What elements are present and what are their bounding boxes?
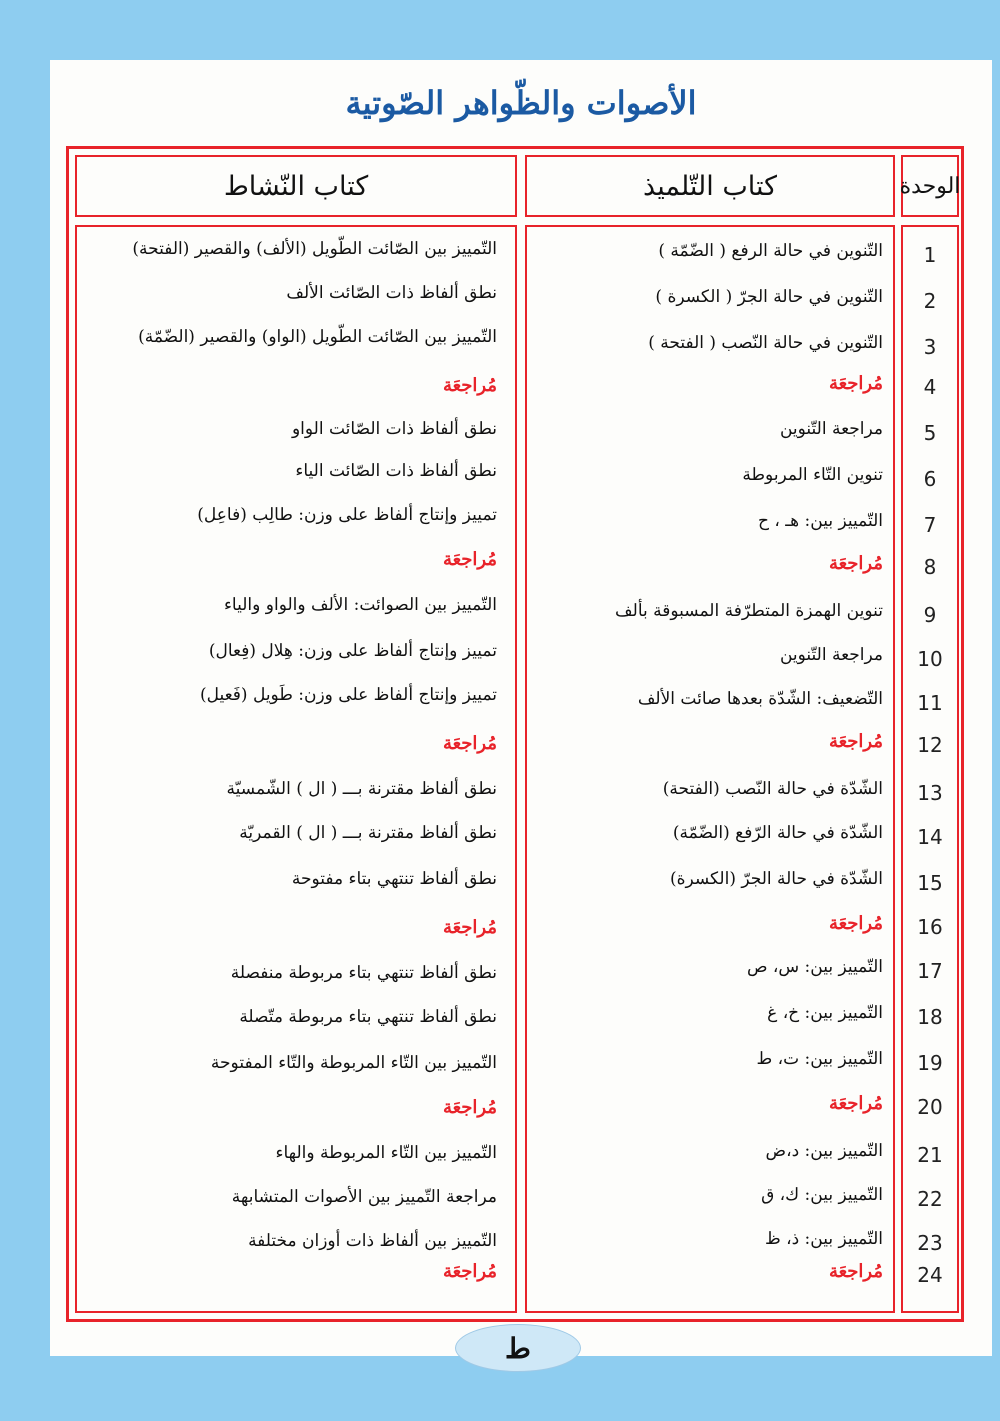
unit-number: 5 [923, 421, 937, 445]
activity-lesson: التّمييز بين التّاء المربوطة والهاء [275, 1143, 497, 1163]
unit-number: 20 [917, 1095, 943, 1119]
unit-number: 18 [917, 1005, 943, 1029]
student-lesson: مراجعة التّنوين [779, 645, 883, 665]
student-review-label: مُراجعَة [828, 1093, 883, 1114]
student-lesson: التّمييز بين: هـ ، ح [757, 511, 883, 531]
activity-lesson: تمييز وإنتاج ألفاظ على وزن: هِلال (فِعال) [208, 641, 497, 661]
unit-number: 21 [917, 1143, 943, 1167]
student-lesson: التّمييز بين: س، ص [746, 957, 883, 977]
unit-number: 3 [923, 335, 937, 359]
student-lesson: التّنوين في حالة الرفع ( الضّمّة ) [658, 241, 883, 261]
unit-number: 6 [923, 467, 937, 491]
unit-number: 8 [923, 555, 937, 579]
student-lesson: التّضعيف: الشّدّة بعدها صائت الألف [637, 689, 883, 709]
activity-lesson: نطق ألفاظ ذات الصّائت الألف [286, 283, 497, 303]
page-sheet [50, 60, 992, 1365]
student-review-label: مُراجعَة [828, 373, 883, 394]
student-lesson: التّمييز بين: ذ، ظ [764, 1229, 883, 1249]
student-lesson: التّنوين في حالة الجرّ ( الكسرة ) [655, 287, 883, 307]
unit-number: 9 [923, 603, 937, 627]
student-lesson: تنوين الهمزة المتطرّفة المسبوقة بألف [615, 601, 883, 621]
activity-review-label: مُراجعَة [442, 1261, 497, 1282]
activity-lesson: مراجعة التّمييز بين الأصوات المتشابهة [231, 1187, 497, 1207]
unit-number: 2 [923, 289, 937, 313]
student-lesson: التّمييز بين: ك، ق [761, 1185, 883, 1205]
activity-review-label: مُراجعَة [442, 549, 497, 570]
header-activity-book [75, 155, 517, 217]
unit-number: 10 [917, 647, 943, 671]
activity-lesson: تمييز وإنتاج ألفاظ على وزن: طالِب (فاعِل) [197, 505, 497, 525]
student-review-label: مُراجعَة [828, 731, 883, 752]
unit-number: 23 [917, 1231, 943, 1255]
unit-number: 1 [923, 243, 937, 267]
page-title: الأصوات والظّواهر الصّوتية [345, 84, 697, 122]
activity-lesson: التّمييز بين الصّائت الطّويل (الواو) والقصير (الضّمّة) [138, 327, 497, 347]
student-lesson: تنوين التّاء المربوطة [742, 465, 883, 485]
student-review-label: مُراجعَة [828, 1261, 883, 1282]
student-lesson: التّنوين في حالة النّصب ( الفتحة ) [648, 333, 883, 353]
unit-number: 4 [923, 375, 937, 399]
header-student-book [525, 155, 895, 217]
student-lesson: الشّدّة في حالة النّصب (الفتحة) [662, 779, 883, 799]
unit-number: 12 [917, 733, 943, 757]
student-book-column [525, 225, 895, 1313]
student-lesson: التّمييز بين: ت، ط [756, 1049, 883, 1069]
activity-lesson: نطق ألفاظ تنتهي بتاء مربوطة منفصلة [230, 963, 497, 983]
student-lesson: مراجعة التّنوين [779, 419, 883, 439]
student-review-label: مُراجعَة [828, 553, 883, 574]
activity-review-label: مُراجعَة [442, 375, 497, 396]
page-number: ط [505, 1331, 531, 1365]
activity-lesson: نطق ألفاظ ذات الصّائت الياء [295, 461, 497, 481]
unit-number: 11 [917, 691, 943, 715]
unit-number: 19 [917, 1051, 943, 1075]
activity-lesson: نطق ألفاظ مقترنة بـــ ( ال ) القمريّة [239, 823, 497, 843]
activity-lesson: نطق ألفاظ مقترنة بـــ ( ال ) الشّمسيّة [226, 779, 497, 799]
activity-lesson: التّمييز بين الصوائت: الألف والواو والياء [223, 595, 497, 615]
unit-number: 24 [917, 1263, 943, 1287]
student-lesson: التّمييز بين: د،ض [765, 1141, 883, 1161]
activity-lesson: تمييز وإنتاج ألفاظ على وزن: طَويل (فَعيل) [199, 685, 497, 705]
unit-number: 15 [917, 871, 943, 895]
unit-number: 14 [917, 825, 943, 849]
header-unit-label: الوحدة [899, 173, 961, 199]
student-review-label: مُراجعَة [828, 913, 883, 934]
unit-number: 16 [917, 915, 943, 939]
activity-review-label: مُراجعَة [442, 917, 497, 938]
activity-review-label: مُراجعَة [442, 1097, 497, 1118]
activity-lesson: نطق ألفاظ تنتهي بتاء مربوطة متّصلة [239, 1007, 497, 1027]
activity-book-column [75, 225, 517, 1313]
unit-number: 7 [923, 513, 937, 537]
activity-review-label: مُراجعَة [442, 733, 497, 754]
student-lesson: الشّدّة في حالة الجرّ (الكسرة) [669, 869, 883, 889]
contents-table [66, 146, 964, 1322]
student-lesson: الشّدّة في حالة الرّفع (الضّمّة) [672, 823, 883, 843]
activity-lesson: التّمييز بين الصّائت الطّويل (الألف) والقصير (الفتحة) [132, 239, 497, 259]
activity-lesson: نطق ألفاظ تنتهي بتاء مفتوحة [291, 869, 497, 889]
unit-number-column [901, 225, 959, 1313]
unit-number: 17 [917, 959, 943, 983]
header-unit [901, 155, 959, 217]
unit-number: 13 [917, 781, 943, 805]
header-student-book-label: كتاب التّلميذ [643, 170, 777, 202]
activity-lesson: التّمييز بين ألفاظ ذات أوزان مختلفة [248, 1231, 497, 1251]
header-activity-book-label: كتاب النّشاط [223, 170, 369, 202]
unit-number: 22 [917, 1187, 943, 1211]
activity-lesson: التّمييز بين التّاء المربوطة والتّاء المفتوحة [210, 1053, 497, 1073]
page-number-badge [455, 1324, 581, 1372]
student-lesson: التّمييز بين: خ، غ [767, 1003, 883, 1023]
activity-lesson: نطق ألفاظ ذات الصّائت الواو [291, 419, 497, 439]
